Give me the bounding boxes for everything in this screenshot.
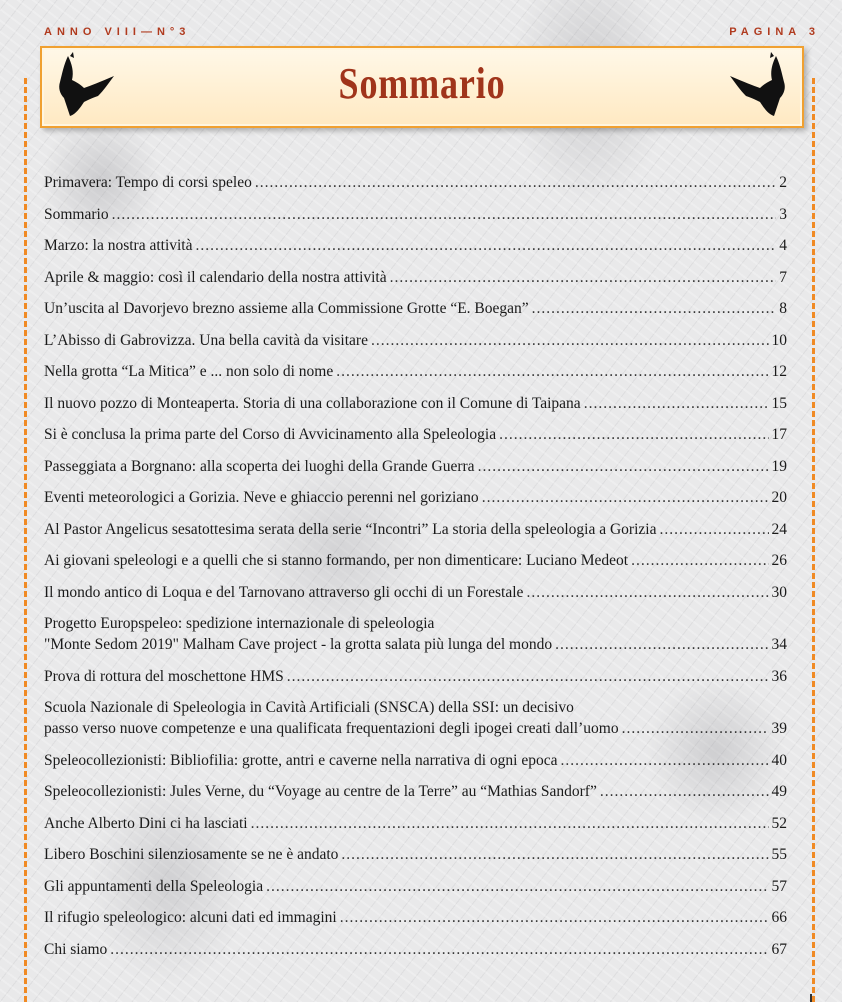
toc-leader-dots — [622, 718, 769, 739]
toc-leader-dots — [196, 235, 777, 256]
toc-entry-page: 30 — [771, 583, 787, 601]
toc-entry-page: 8 — [779, 300, 787, 317]
toc-entry[interactable] — [44, 424, 787, 445]
toc-entry-title: Passeggiata a Borgnano: alla scoperta dei luoghi della Grande Guerra — [44, 457, 475, 475]
toc-leader-dots — [287, 666, 769, 687]
toc-entry[interactable] — [44, 613, 787, 655]
toc-entry-title: Nella grotta “La Mitica” e ... non solo di nome — [44, 363, 334, 380]
toc-entry-title: Aprile & maggio: così il calendario della nostra attività — [44, 268, 387, 286]
toc-entry-title: Il mondo antico di Loqua e del Tarnovano attraverso gli occhi di un Forestale — [44, 583, 524, 601]
toc-entry-page: 2 — [779, 174, 787, 191]
toc-entry-title: Primavera: Tempo di corsi speleo — [44, 174, 252, 191]
toc-entry-page: 20 — [771, 489, 787, 506]
toc-entry[interactable] — [44, 298, 787, 319]
toc-entry-title: Gli appuntamenti della Speleologia — [44, 877, 264, 895]
toc-leader-dots — [112, 204, 777, 225]
toc-entry-page: 34 — [771, 636, 787, 653]
toc-entry[interactable] — [44, 907, 787, 928]
toc-entry[interactable] — [44, 456, 787, 477]
toc-entry-page: 12 — [771, 363, 787, 380]
toc-entry-page: 39 — [771, 720, 787, 737]
toc-entry-page: 24 — [771, 520, 787, 538]
toc-entry-title: Marzo: la nostra attività — [44, 237, 193, 254]
toc-entry[interactable] — [44, 844, 787, 865]
toc-entry-page: 67 — [771, 940, 787, 958]
toc-entry-page: 19 — [771, 457, 787, 475]
toc-leader-dots — [600, 781, 769, 802]
toc-entry-page: 4 — [779, 237, 787, 254]
title-banner — [40, 46, 804, 128]
toc-leader-dots — [266, 876, 768, 897]
toc-entry-title: L’Abisso di Gabrovizza. Una bella cavità da visitare — [44, 331, 368, 349]
toc-leader-dots — [555, 634, 768, 655]
toc-leader-dots — [371, 330, 769, 351]
right-dashed-border — [812, 78, 815, 1002]
toc-entry[interactable] — [44, 550, 787, 571]
toc-entry-page: 3 — [779, 205, 787, 223]
toc-leader-dots — [532, 298, 777, 319]
toc-entry-page: 49 — [771, 783, 787, 800]
toc-leader-dots — [584, 393, 769, 414]
toc-entry[interactable] — [44, 876, 787, 897]
toc-entry-title: Il nuovo pozzo di Monteaperta. Storia di una collaborazione con il Comune di Taipana — [44, 394, 581, 412]
toc-entry-title: Eventi meteorologici a Gorizia. Neve e ghiaccio perenni nel goriziano — [44, 489, 479, 506]
toc-entry-title: Un’uscita al Davorjevo brezno assieme alla Commissione Grotte “E. Boegan” — [44, 300, 529, 317]
toc-leader-dots — [255, 172, 776, 193]
toc-entry[interactable] — [44, 487, 787, 508]
toc-entry-title: Chi siamo — [44, 940, 108, 958]
toc-entry[interactable] — [44, 519, 787, 540]
toc-leader-dots — [482, 487, 769, 508]
toc-leader-dots — [110, 939, 768, 960]
toc-leader-dots — [631, 550, 768, 571]
toc-entry[interactable] — [44, 666, 787, 687]
toc-entry-title: Prova di rottura del moschettone HMS — [44, 667, 284, 685]
toc-entry-title: Sommario — [44, 205, 109, 223]
toc-entry-page: 10 — [771, 331, 787, 349]
toc-entry[interactable] — [44, 393, 787, 414]
toc-entry-page: 66 — [771, 909, 787, 926]
toc-entry[interactable] — [44, 204, 787, 225]
toc-entry[interactable] — [44, 813, 787, 834]
toc-leader-dots — [251, 813, 769, 834]
page-label: PAGINA 3 — [729, 26, 820, 38]
toc-entry[interactable] — [44, 781, 787, 802]
toc-entry[interactable] — [44, 750, 787, 771]
toc-leader-dots — [478, 456, 769, 477]
toc-entry[interactable] — [44, 172, 787, 193]
toc-entry[interactable] — [44, 697, 787, 739]
toc-leader-dots — [659, 519, 768, 540]
toc-entry-page: 52 — [771, 814, 787, 832]
toc-entry-title: Speleocollezionisti: Bibliofilia: grotte, antri e caverne nella narrativa di ogni epoca — [44, 751, 558, 769]
corner-mark — [810, 994, 812, 1002]
toc-entry[interactable] — [44, 235, 787, 256]
toc-entry-page: 17 — [771, 426, 787, 443]
left-dashed-border — [24, 78, 27, 1002]
toc-entry[interactable] — [44, 582, 787, 603]
table-of-contents — [44, 172, 787, 970]
toc-entry-page: 40 — [771, 751, 787, 769]
toc-entry-title: Il rifugio speleologico: alcuni dati ed immagini — [44, 909, 337, 926]
toc-entry-page: 26 — [771, 552, 787, 569]
toc-leader-dots — [499, 424, 768, 445]
toc-leader-dots — [526, 582, 768, 603]
toc-entry-title: Scuola Nazionale di Speleologia in Cavità Artificiali (SNSCA) della SSI: un decisivo passo verso nuove competenze e una qualificata frequentazioni degli ipogei creati dall’uomo — [44, 699, 619, 737]
toc-entry-title: Al Pastor Angelicus sesatottesima serata della serie “Incontri” La storia della speleologia a Gorizia — [44, 520, 657, 538]
toc-entry-page: 15 — [771, 394, 787, 412]
toc-entry[interactable] — [44, 267, 787, 288]
toc-entry-page: 55 — [771, 846, 787, 863]
toc-entry-title: Anche Alberto Dini ci ha lasciati — [44, 814, 248, 832]
bat-icon — [724, 52, 794, 118]
toc-entry-page: 7 — [779, 268, 787, 286]
page-title: Sommario — [338, 59, 506, 108]
toc-entry[interactable] — [44, 361, 787, 382]
toc-entry-title: Ai giovani speleologi e a quelli che si stanno formando, per non dimenticare: Luciano Medeot — [44, 552, 629, 569]
toc-entry-title: Libero Boschini silenziosamente se ne è andato — [44, 846, 339, 863]
toc-entry-page: 57 — [771, 877, 787, 895]
toc-entry-title: Si è conclusa la prima parte del Corso di Avvicinamento alla Speleologia — [44, 426, 497, 443]
toc-leader-dots — [340, 907, 769, 928]
toc-leader-dots — [341, 844, 768, 865]
toc-leader-dots — [560, 750, 768, 771]
toc-leader-dots — [390, 267, 777, 288]
toc-entry[interactable] — [44, 939, 787, 960]
toc-entry-title: Speleocollezionisti: Jules Verne, du “Voyage au centre de la Terre” au “Mathias Sandorf” — [44, 783, 597, 800]
toc-entry-page: 36 — [771, 667, 787, 685]
toc-entry[interactable] — [44, 330, 787, 351]
issue-label: ANNO VIII—N°3 — [44, 26, 191, 38]
toc-leader-dots — [336, 361, 768, 382]
toc-entry-title: Progetto Europspeleo: spedizione internazionale di speleologia "Monte Sedom 2019" Malham Cave project - la grotta salata più lunga del mondo — [44, 615, 553, 653]
